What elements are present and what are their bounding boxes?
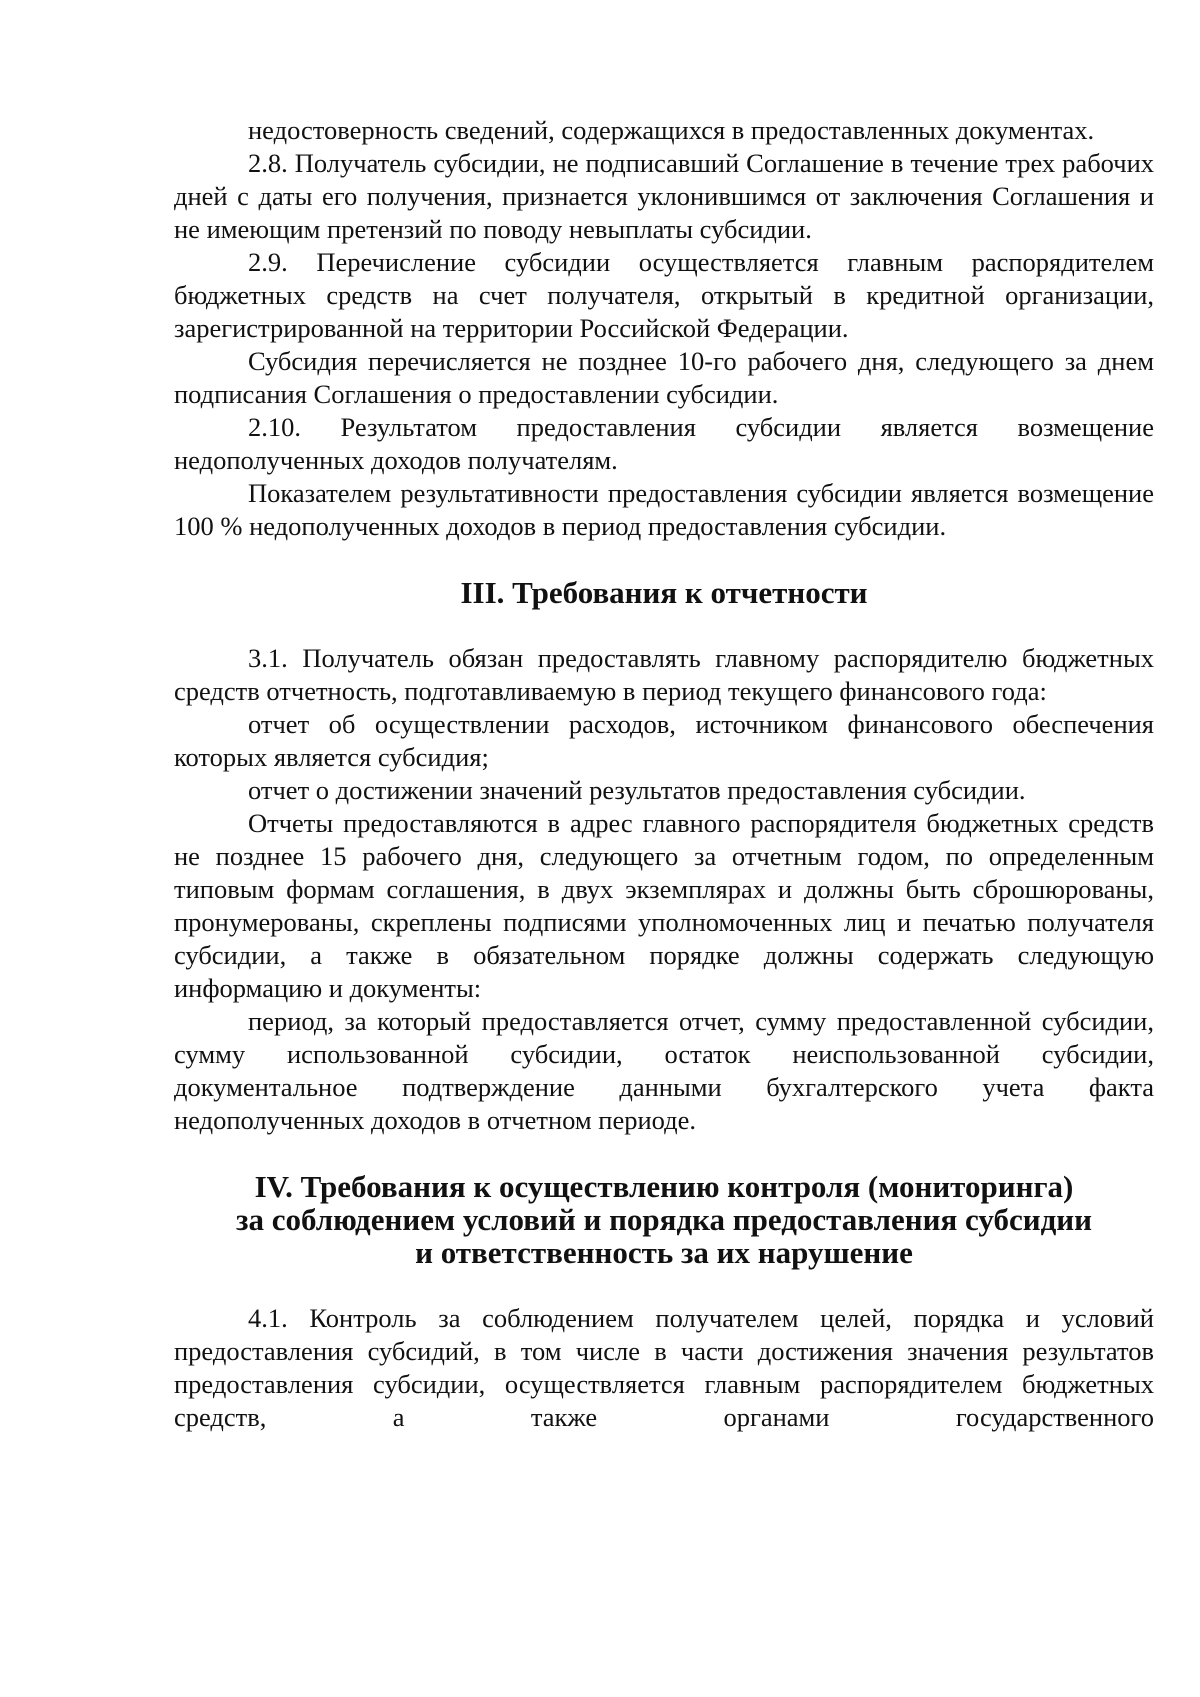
paragraph-expense-report: отчет об осуществлении расходов, источником финансового обеспечения которых является субсидия; — [174, 709, 1154, 772]
paragraph-reports-submission: Отчеты предоставляются в адрес главного распорядителя бюджетных средств не позднее 15 рабочего дня, следующего за отчетным годом, по определенным типовым формам соглашения, в двух экземплярах и должны быть сброшюрованы, пронумерованы, скреплены подписями уполномоченных лиц и печатью получателя субсидии, а также в обязательном порядке должны содержать следующую информацию и документы: — [174, 808, 1154, 1003]
paragraph-2-8: 2.8. Получатель субсидии, не подписавший Соглашение в течение трех рабочих дней с даты его получения, признается уклонившимся от заключения Соглашения и не имеющим претензий по поводу невыплаты субсидии. — [174, 148, 1154, 244]
paragraph-subsidy-transfer: Субсидия перечисляется не позднее 10-го рабочего дня, следующего за днем подписания Соглашения о предоставлении субсидии. — [174, 346, 1154, 409]
paragraph-2-10: 2.10. Результатом предоставления субсидии является возмещение недополученных доходов получателям. — [174, 412, 1154, 475]
section-4-title-line: и ответственность за их нарушение — [415, 1235, 913, 1270]
section-4-title-line: за соблюдением условий и порядка предоставления субсидии — [236, 1202, 1092, 1237]
paragraph-continuation: недостоверность сведений, содержащихся в предоставленных документах. — [248, 115, 1095, 145]
section-4-title — [174, 1170, 1154, 1269]
section-4-title-line: IV. Требования к осуществлению контроля (мониторинга) — [254, 1169, 1074, 1204]
section-3-title: III. Требования к отчетности — [460, 575, 868, 610]
paragraph-4-1: 4.1. Контроль за соблюдением получателем целей, порядка и условий предоставления субсидий, в том числе в части достижения значения результатов предоставления субсидии, осуществляется главным распорядителем бюджетных средств, а также органами государственного — [174, 1303, 1154, 1432]
paragraph-results-report: отчет о достижении значений результатов предоставления субсидии. — [248, 775, 1026, 805]
document-page — [174, 114, 1154, 1434]
paragraph-effectiveness: Показателем результативности предоставления субсидии является возмещение 100 % недополученных доходов в период предоставления субсидии. — [174, 478, 1154, 541]
paragraph-3-1: 3.1. Получатель обязан предоставлять главному распорядителю бюджетных средств отчетность, подготавливаемую в период текущего финансового года: — [174, 643, 1154, 706]
paragraph-2-9: 2.9. Перечисление субсидии осуществляется главным распорядителем бюджетных средств на счет получателя, открытый в кредитной организации, зарегистрированной на территории Российской Федерации. — [174, 247, 1154, 343]
paragraph-report-contents: период, за который предоставляется отчет, сумму предоставленной субсидии, сумму использованной субсидии, остаток неиспользованной субсидии, документальное подтверждение данными бухгалтерского учета факта недополученных доходов в отчетном периоде. — [174, 1006, 1154, 1135]
